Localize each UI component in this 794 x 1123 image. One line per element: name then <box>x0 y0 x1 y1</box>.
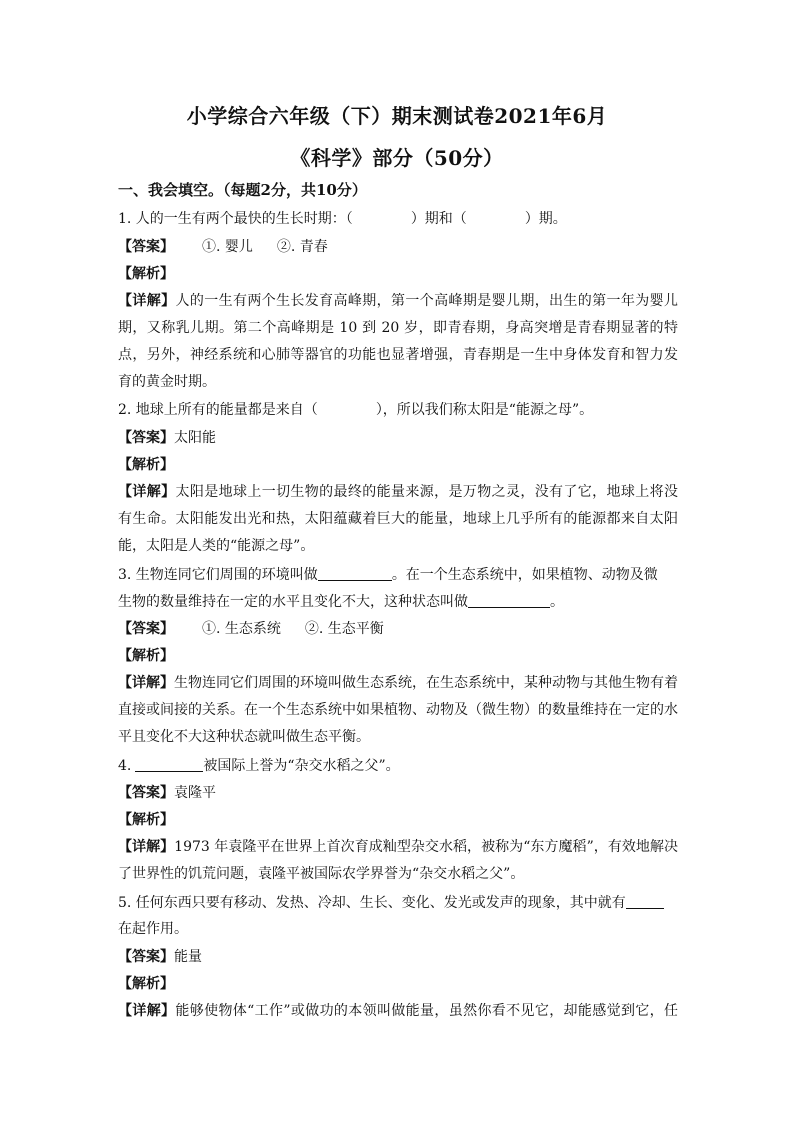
question-5-line-2: 在起作用。 <box>118 921 188 937</box>
detail-3-line-3: 平且变化不大这种状态就叫做生态平衡。 <box>118 729 370 745</box>
blank <box>318 566 392 581</box>
detail-4-line-2: 了世界性的饥荒问题，袁隆平被国际农学界誉为“杂交水稻之父”。 <box>118 866 525 882</box>
question-5-line-1: 5. 任何东西只要有移动、发热、冷却、生长、变化、发光或发声的现象，其中就有 <box>118 894 678 911</box>
question-3-line-1: 3. 生物连同它们周围的环境叫做 。在一个生态系统中，如果植物、动物及微 <box>118 567 658 583</box>
detail-2-line-3: 能，太阳是人类的“能源之母”。 <box>118 538 315 554</box>
question-4: 4. 被国际上誉为“杂交水稻之父”。 <box>118 758 400 774</box>
section-heading: 一、我会填空。（每题2分，共10分） <box>118 181 367 199</box>
detail-1-line-4: 育的黄金时期。 <box>118 374 216 390</box>
question-1: 1. 人的一生有两个最快的生长时期：（ ）期和（ ）期。 <box>118 211 567 227</box>
blank <box>468 593 550 608</box>
answer-2: 【答案】太阳能 <box>118 430 216 446</box>
detail-2-line-1: 【详解】太阳是地球上一切生物的最终的能量来源，是万物之灵，没有了它，地球上将没 <box>118 484 679 500</box>
analysis-label-3: 【解析】 <box>118 648 174 664</box>
answer-5: 【答案】能量 <box>118 949 202 965</box>
blank <box>135 757 203 772</box>
answer-4: 【答案】袁隆平 <box>118 785 216 801</box>
detail-4-line-1: 【详解】1973 年袁隆平在世界上首次育成籼型杂交水稻，被称为“东方魔稻”，有效地解决 <box>118 839 678 855</box>
blank <box>626 894 664 909</box>
detail-1-line-1: 【详解】人的一生有两个生长发育高峰期，第一个高峰期是婴儿期，出生的第一年为婴儿 <box>118 293 679 309</box>
question-3-line-2: 生物的数量维持在一定的水平且变化不大，这种状态叫做 。 <box>118 594 564 610</box>
detail-3-line-1: 【详解】生物连同它们周围的环境叫做生态系统，在生态系统中，某种动物与其他生物有着 <box>118 675 678 691</box>
exam-subtitle: 《科学》部分（50分） <box>290 146 504 170</box>
answer-3: 【答案】 ①. 生态系统 ②. 生态平衡 <box>118 621 384 637</box>
analysis-label-5: 【解析】 <box>118 976 174 992</box>
detail-1-line-3: 点，另外，神经系统和心肺等器官的功能也显著增强，青春期是一生中身体发育和智力发 <box>118 347 678 363</box>
analysis-label-4: 【解析】 <box>118 812 174 828</box>
question-2: 2. 地球上所有的能量都是来自（ ），所以我们称太阳是“能源之母”。 <box>118 402 594 418</box>
exam-title: 小学综合六年级（下）期末测试卷2021年6月 <box>186 104 608 128</box>
analysis-label-1: 【解析】 <box>118 266 174 282</box>
analysis-label-2: 【解析】 <box>118 457 174 473</box>
detail-3-line-2: 直接或间接的关系。在一个生态系统中如果植物、动物及（微生物）的数量维持在一定的水 <box>118 702 678 718</box>
detail-1-line-2: 期，又称乳儿期。第二个高峰期是 10 到 20 岁，即青春期，身高突增是青春期显著的特 <box>118 320 678 336</box>
detail-5-line-1: 【详解】能够使物体“工作”或做功的本领叫做能量，虽然你看不见它，却能感觉到它，任 <box>118 1003 679 1019</box>
detail-2-line-2: 有生命。太阳能发出光和热，太阳蕴藏着巨大的能量，地球上几乎所有的能源都来自太阳 <box>118 511 678 527</box>
answer-1: 【答案】 ①. 婴儿 ②. 青春 <box>118 239 328 255</box>
